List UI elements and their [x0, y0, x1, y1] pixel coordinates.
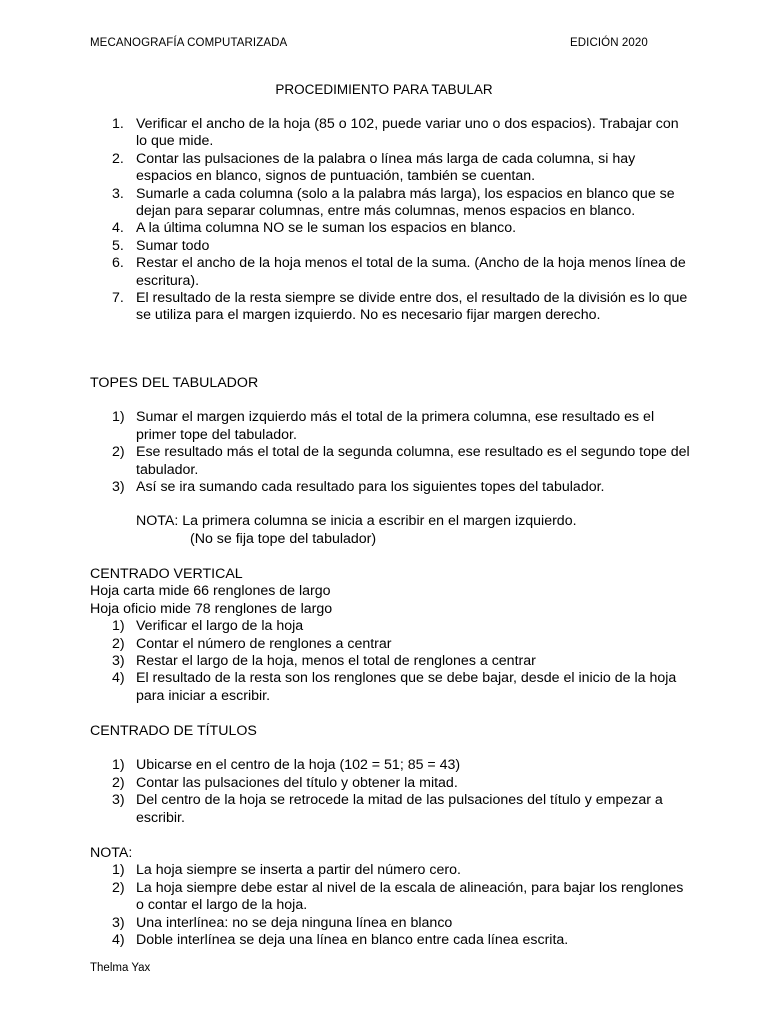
list-text: Sumar todo: [136, 237, 210, 254]
list-item: [90, 862, 690, 879]
header-course: MECANOGRAFÍA COMPUTARIZADA: [90, 37, 288, 49]
list-number: 3): [112, 914, 125, 931]
list-number: 2): [112, 635, 125, 652]
list-text: Doble interlínea se deja una línea en blanco entre cada línea escrita.: [136, 932, 569, 949]
list-item: [90, 932, 690, 949]
list-number: 1): [112, 618, 125, 635]
list-text: Contar el número de renglones a centrar: [136, 635, 392, 652]
list-item: [90, 792, 690, 827]
list-text: Del centro de la hoja se retrocede la mitad de las pulsaciones del título y empezar a escribir.: [136, 792, 663, 826]
topes-list: [90, 409, 690, 496]
list-number: 6.: [112, 255, 124, 272]
list-text: Ubicarse en el centro de la hoja (102 = 51; 85 = 43): [136, 757, 461, 774]
list-item: [90, 409, 690, 444]
note-line: NOTA: La primera columna se inicia a escribir en el margen izquierdo.: [136, 513, 577, 530]
list-text: El resultado de la resta siempre se divide entre dos, el resultado de la división es lo que se utiliza para el margen izquierdo. No es necesario fijar margen derecho.: [136, 290, 688, 324]
header-edition: EDICIÓN 2020: [570, 37, 648, 49]
centrado-vertical-list: [90, 618, 690, 705]
list-text: La hoja siempre debe estar al nivel de la escala de alineación, para bajar los renglones o contar el largo de la hoja.: [136, 879, 684, 914]
list-text: Así se ira sumando cada resultado para los siguientes topes del tabulador.: [136, 479, 605, 496]
nota-list: [90, 862, 690, 949]
list-text: Contar las pulsaciones del título y obtener la mitad.: [136, 774, 458, 791]
list-item: [90, 757, 690, 774]
list-item: [90, 444, 690, 479]
list-number: 2.: [112, 150, 124, 167]
centrado-titulos-list: [90, 757, 690, 827]
list-item: [90, 479, 690, 496]
note-line: (No se fija tope del tabulador): [190, 530, 377, 547]
list-text: A la última columna NO se le suman los espacios en blanco.: [136, 220, 517, 237]
list-text: Sumarle a cada columna (solo a la palabra más larga), los espacios en blanco que se dejan para separar columnas, entre más columnas, menos espacios en blanco.: [136, 185, 675, 220]
list-number: 3): [112, 479, 125, 496]
list-item: [90, 775, 690, 792]
list-item: [90, 653, 690, 670]
section-heading: CENTRADO DE TÍTULOS: [90, 723, 257, 739]
list-item: [90, 670, 690, 705]
list-number: 4.: [112, 220, 124, 237]
centrado-titulos-section: [90, 723, 690, 827]
list-text: Verificar el ancho de la hoja (85 o 102, puede variar uno o dos espacios). Trabajar con lo que mide.: [136, 116, 679, 150]
list-item: [90, 636, 690, 653]
list-text: Contar las pulsaciones de la palabra o línea más larga de cada columna, si hay espacios en blanco, signos de puntuación, también se cuentan.: [136, 150, 636, 185]
section-heading: CENTRADO VERTICAL: [90, 566, 243, 582]
list-text: La hoja siempre se inserta a partir del número cero.: [136, 862, 461, 879]
list-number: 1): [112, 862, 125, 879]
list-item: [90, 186, 690, 221]
list-number: 3): [112, 792, 125, 809]
section-heading: NOTA:: [90, 845, 133, 861]
list-number: 5.: [112, 237, 124, 254]
topes-section: [90, 375, 690, 548]
list-item: [90, 880, 690, 915]
list-item: [90, 220, 690, 237]
section-heading: TOPES DEL TABULADOR: [90, 375, 259, 391]
list-text: El resultado de la resta son los renglones que se debe bajar, desde el inicio de la hoja para iniciar a escribir.: [136, 670, 677, 704]
list-item: [90, 255, 690, 290]
list-item: [90, 116, 690, 151]
list-number: 2): [112, 444, 125, 461]
list-number: 4): [112, 932, 125, 949]
list-number: 3.: [112, 185, 124, 202]
nota-section: [90, 845, 690, 949]
list-number: 2): [112, 879, 125, 896]
list-item: [90, 151, 690, 186]
list-number: 1.: [112, 116, 124, 132]
list-text: Restar el largo de la hoja, menos el total de renglones a centrar: [136, 653, 536, 670]
list-number: 1): [112, 757, 125, 774]
list-number: 1): [112, 409, 125, 426]
list-text: Ese resultado más el total de la segunda columna, ese resultado es el segundo tope del tabulador.: [136, 444, 690, 478]
paragraph-line: Hoja oficio mide 78 renglones de largo: [90, 600, 333, 617]
list-item: [90, 618, 690, 635]
list-number: 2): [112, 774, 125, 791]
list-text: Restar el ancho de la hoja menos el total de la suma. (Ancho de la hoja menos línea de escritura).: [136, 255, 686, 289]
centrado-vertical-section: [90, 566, 690, 705]
paragraph-line: Hoja carta mide 66 renglones de largo: [90, 583, 331, 600]
procedure-list: [90, 116, 690, 325]
list-number: 3): [112, 653, 125, 670]
list-item: [90, 915, 690, 932]
list-item: [90, 238, 690, 255]
list-item: [90, 290, 690, 325]
list-text: Verificar el largo de la hoja: [136, 618, 304, 635]
list-number: 4): [112, 670, 125, 687]
list-text: Sumar el margen izquierdo más el total de la primera columna, ese resultado es el primer tope del tabulador.: [136, 409, 655, 443]
list-text: Una interlínea: no se deja ninguna línea en blanco: [136, 914, 453, 931]
procedure-section: [90, 116, 690, 325]
page-title: PROCEDIMIENTO PARA TABULAR: [275, 82, 493, 97]
footer-author: Thelma Yax: [90, 962, 151, 974]
list-number: 7.: [112, 290, 124, 307]
